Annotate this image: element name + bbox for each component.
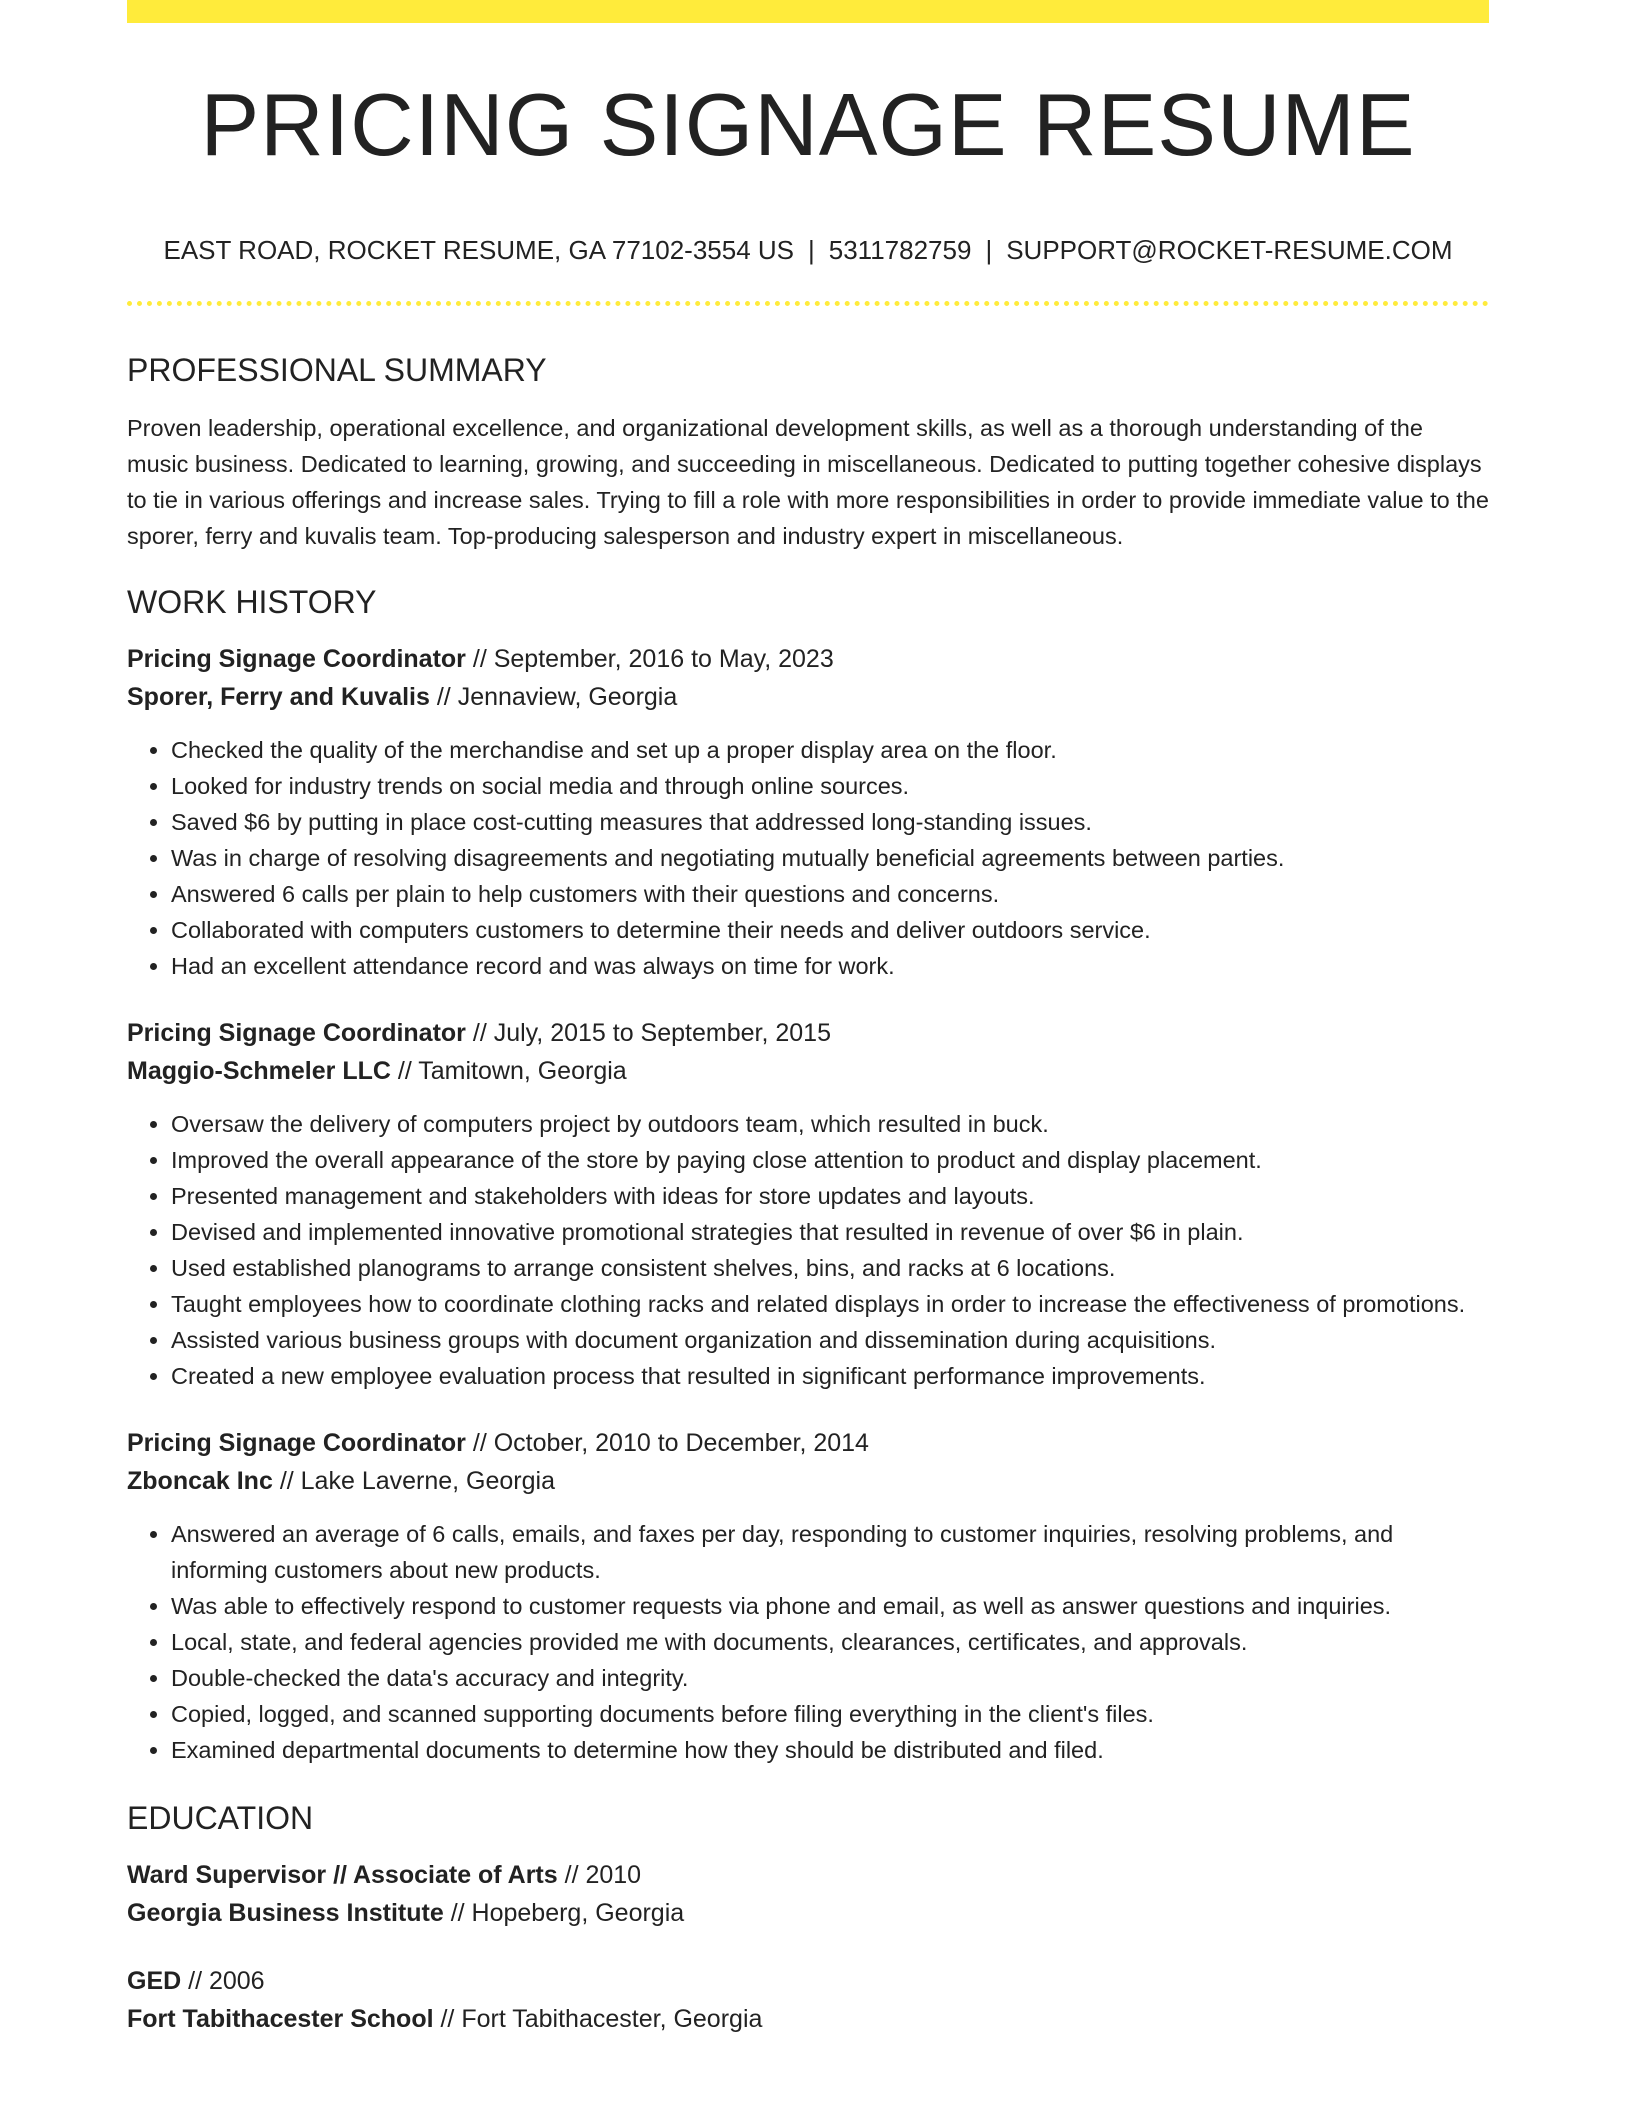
education-entry (127, 1856, 1489, 1932)
list-item: • Was able to effectively respond to customer requests via phone and email, as well as answer questions and inquiries. (171, 1588, 1489, 1624)
job-title-line (127, 640, 1489, 678)
list-item: • Checked the quality of the merchandise and set up a proper display area on the floor. (171, 732, 1489, 768)
list-item: • Answered 6 calls per plain to help customers with their questions and concerns. (171, 876, 1489, 912)
job-bullets (127, 732, 1489, 984)
list-item: • Was in charge of resolving disagreements and negotiating mutually beneficial agreements between parties. (171, 840, 1489, 876)
section-title-summary: PROFESSIONAL SUMMARY (127, 352, 547, 388)
list-item: • Used established planograms to arrange consistent shelves, bins, and racks at 6 locations. (171, 1250, 1489, 1286)
list-item: • Created a new employee evaluation process that resulted in significant performance improvements. (171, 1358, 1489, 1394)
education-school: Georgia Business Institute (127, 1899, 444, 1927)
education-entry (127, 1962, 1489, 2038)
contact-line (127, 237, 1489, 263)
job-location: // Lake Laverne, Georgia (272, 1467, 555, 1495)
job-entry (127, 640, 1489, 984)
resume-title: PRICING SIGNAGE RESUME (200, 75, 1416, 174)
job-company-line (127, 678, 1489, 716)
list-item: • Assisted various business groups with document organization and dissemination during acquisitions. (171, 1322, 1489, 1358)
job-company-line (127, 1052, 1489, 1090)
list-item: • Local, state, and federal agencies provided me with documents, clearances, certificates, and approvals. (171, 1624, 1489, 1660)
education-year: // 2006 (181, 1967, 265, 1995)
education-degree: GED (127, 1967, 182, 1995)
summary-text: Proven leadership, operational excellence, and organizational development skills, as well as a thorough understanding of the music business. Dedicated to learning, growing, and succeeding in miscellaneous. Dedicated to putting together cohesive displays to tie in various offerings and increase sales. Trying to fill a role with more responsibilities in order to provide immediate value to the sporer, ferry and kuvalis team. Top-producing salesperson and industry expert in miscellaneous. (127, 415, 1489, 549)
job-dates: // October, 2010 to December, 2014 (465, 1429, 869, 1457)
job-company: Sporer, Ferry and Kuvalis (127, 683, 430, 711)
job-company: Zboncak Inc (127, 1467, 273, 1495)
job-bullets (127, 1516, 1489, 1768)
education-school-line (127, 2000, 1489, 2038)
list-item: • Double-checked the data's accuracy and integrity. (171, 1660, 1489, 1696)
job-company: Maggio-Schmeler LLC (127, 1057, 391, 1085)
contact-address: EAST ROAD, ROCKET RESUME, GA 77102-3554 US (163, 235, 794, 265)
job-role: Pricing Signage Coordinator (127, 1019, 466, 1047)
list-item: • Copied, logged, and scanned supporting documents before filing everything in the client's files. (171, 1696, 1489, 1732)
section-title-education: EDUCATION (127, 1800, 314, 1836)
list-item: • Saved $6 by putting in place cost-cutting measures that addressed long-standing issues. (171, 804, 1489, 840)
list-item: • Improved the overall appearance of the store by paying close attention to product and display placement. (171, 1142, 1489, 1178)
contact-separator: | (985, 235, 993, 265)
job-entry (127, 1424, 1489, 1768)
job-title-line (127, 1424, 1489, 1462)
education-location: // Fort Tabithacester, Georgia (433, 2005, 763, 2033)
contact-email: SUPPORT@ROCKET-RESUME.COM (1006, 235, 1453, 265)
education-degree-line (127, 1856, 1489, 1894)
list-item: • Oversaw the delivery of computers project by outdoors team, which resulted in buck. (171, 1106, 1489, 1142)
resume-page (127, 0, 1489, 2038)
dotted-divider (127, 301, 1489, 306)
education-location: // Hopeberg, Georgia (443, 1899, 685, 1927)
education-school-line (127, 1894, 1489, 1932)
list-item: • Collaborated with computers customers to determine their needs and deliver outdoors service. (171, 912, 1489, 948)
list-item: • Devised and implemented innovative promotional strategies that resulted in revenue of over $6 in plain. (171, 1214, 1489, 1250)
job-dates: // September, 2016 to May, 2023 (465, 645, 834, 673)
education-degree-line (127, 1962, 1489, 2000)
job-dates: // July, 2015 to September, 2015 (465, 1019, 831, 1047)
education-school: Fort Tabithacester School (127, 2005, 434, 2033)
job-entry (127, 1014, 1489, 1394)
top-accent-bar (127, 0, 1489, 23)
list-item: • Answered an average of 6 calls, emails, and faxes per day, responding to customer inquiries, resolving problems, and informing customers about new products. (171, 1516, 1489, 1588)
list-item: • Taught employees how to coordinate clothing racks and related displays in order to increase the effectiveness of promotions. (171, 1286, 1489, 1322)
education-degree: Ward Supervisor // Associate of Arts (127, 1861, 558, 1889)
job-role: Pricing Signage Coordinator (127, 645, 466, 673)
job-location: // Tamitown, Georgia (390, 1057, 627, 1085)
education-year: // 2010 (557, 1861, 642, 1889)
job-title-line (127, 1014, 1489, 1052)
job-bullets (127, 1106, 1489, 1394)
section-title-work-history: WORK HISTORY (127, 584, 377, 620)
list-item: • Presented management and stakeholders with ideas for store updates and layouts. (171, 1178, 1489, 1214)
list-item: • Looked for industry trends on social media and through online sources. (171, 768, 1489, 804)
list-item: • Examined departmental documents to determine how they should be distributed and filed. (171, 1732, 1489, 1768)
contact-separator: | (808, 235, 815, 265)
job-location: // Jennaview, Georgia (429, 683, 678, 711)
contact-phone: 5311782759 (828, 235, 972, 265)
job-role: Pricing Signage Coordinator (127, 1429, 466, 1457)
list-item: • Had an excellent attendance record and was always on time for work. (171, 948, 1489, 984)
job-company-line (127, 1462, 1489, 1500)
